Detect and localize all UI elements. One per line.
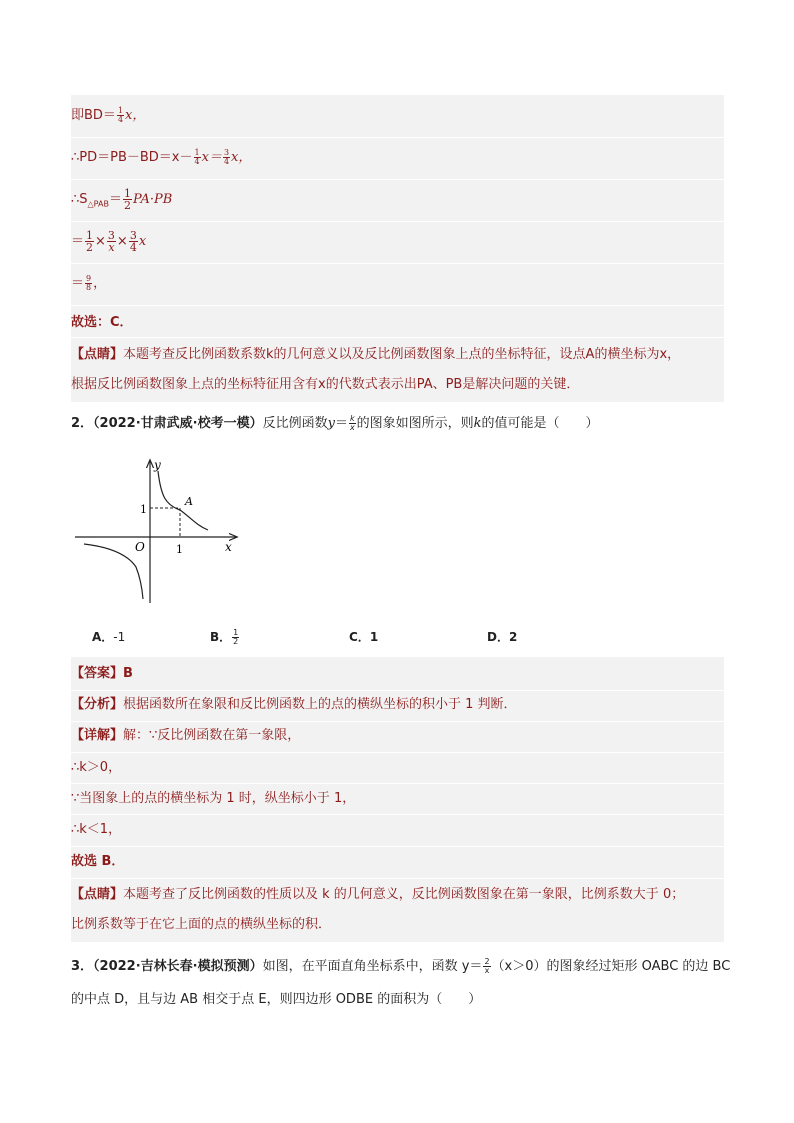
label-y: y bbox=[154, 458, 161, 472]
solution-line-area: $\therefore S_{\triangle PAB}=$ $\frac{1}{2}$ PA·PB bbox=[71, 187, 173, 212]
fraction: $\frac{1}{2}$ bbox=[233, 628, 239, 646]
label-x: x bbox=[225, 540, 232, 554]
option-d[interactable]: D．2 bbox=[487, 630, 518, 644]
fraction: $\frac{1}{4}$ bbox=[117, 106, 124, 124]
fraction: $\frac{3}{4}$ bbox=[223, 148, 230, 166]
detail-line: 【详解】解：∵反比例函数在第一象限， bbox=[71, 728, 301, 743]
solution-line-result: ＝ $\frac{9}{8}$ ， bbox=[71, 274, 107, 292]
solution-line-product: ＝ $\frac{1}{2}$ × $\frac{3}{x}$ × $\frac{3}{4}$ x bbox=[71, 229, 147, 254]
question-3-stem-line-1: 3．（2022·吉林长春·模拟预测）如图，在平面直角坐标系中，函数 y＝ $\frac{2}{x}$ （x＞0）的图象经过矩形 OABC 的边 BC bbox=[71, 957, 731, 975]
hyperbola-graph bbox=[70, 455, 245, 607]
fraction: $\frac{k}{x}$ bbox=[349, 414, 355, 432]
label-origin: O bbox=[135, 540, 145, 554]
choice-line-2: 故选 B． bbox=[71, 854, 125, 869]
comment-line-2b: 比例系数等于在它上面的点的横纵坐标的积． bbox=[71, 917, 332, 932]
comment-line-2a: 【点睛】本题考查了反比例函数的性质以及 k 的几何意义，反比例函数图象在第一象限，比例系数大于 0； bbox=[71, 887, 685, 902]
fraction: $\frac{1}{2}$ bbox=[86, 229, 94, 254]
choice-line: 故选：C． bbox=[71, 315, 133, 330]
comment-line-1: 【点睛】本题考查反比例函数系数k的几何意义以及反比例函数图象上点的坐标特征，设点A的横坐标为x， bbox=[71, 347, 681, 362]
option-a[interactable]: A．-1 bbox=[92, 630, 126, 644]
solution-block-1 bbox=[71, 95, 724, 402]
tick-x-1: 1 bbox=[176, 543, 183, 556]
solution-line-bd: 即BD＝ $\frac{1}{4}$ x， bbox=[71, 106, 146, 124]
step-k-less-one: ∴k＜1， bbox=[71, 822, 122, 837]
curve-first-quadrant bbox=[158, 471, 208, 530]
label-point-a: A bbox=[185, 495, 193, 508]
option-c[interactable]: C．1 bbox=[349, 630, 379, 644]
analysis-line: 【分析】根据函数所在象限和反比例函数上的点的横纵坐标的积小于 1 判断． bbox=[71, 697, 517, 712]
question-2-stem: 2．（2022·甘肃武威·校考一模）反比例函数y＝ $\frac{k}{x}$ 的图象如图所示，则k的值可能是（ ） bbox=[71, 414, 599, 432]
solution-block-2 bbox=[71, 657, 724, 942]
tick-y-1: 1 bbox=[140, 503, 147, 516]
solution-line-pd: ∴PD＝PB－BD＝x－ $\frac{1}{4}$ x＝ $\frac{3}{4}$ x， bbox=[71, 148, 252, 166]
fraction: $\frac{9}{8}$ bbox=[86, 274, 92, 292]
answer-line: 【答案】B bbox=[71, 666, 133, 681]
option-b[interactable]: B． $\frac{1}{2}$ bbox=[210, 628, 239, 646]
step-coordinate: ∵当图象上的点的横坐标为 1 时，纵坐标小于 1， bbox=[71, 791, 356, 806]
fraction: $\frac{1}{4}$ bbox=[194, 148, 200, 166]
step-k-positive: ∴k＞0， bbox=[71, 760, 122, 775]
fraction: $\frac{1}{2}$ bbox=[123, 187, 131, 212]
fraction: $\frac{3}{x}$ bbox=[107, 229, 115, 254]
fraction: $\frac{3}{4}$ bbox=[129, 229, 137, 254]
question-3-stem-line-2: 的中点 D，且与边 AB 相交于点 E，则四边形 ODBE 的面积为（ ） bbox=[71, 992, 482, 1007]
comment-line-2: 根据反比例函数图象上点的坐标特征用含有x的代数式表示出PA、PB是解决问题的关键． bbox=[71, 377, 580, 392]
fraction: $\frac{2}{x}$ bbox=[484, 957, 490, 975]
